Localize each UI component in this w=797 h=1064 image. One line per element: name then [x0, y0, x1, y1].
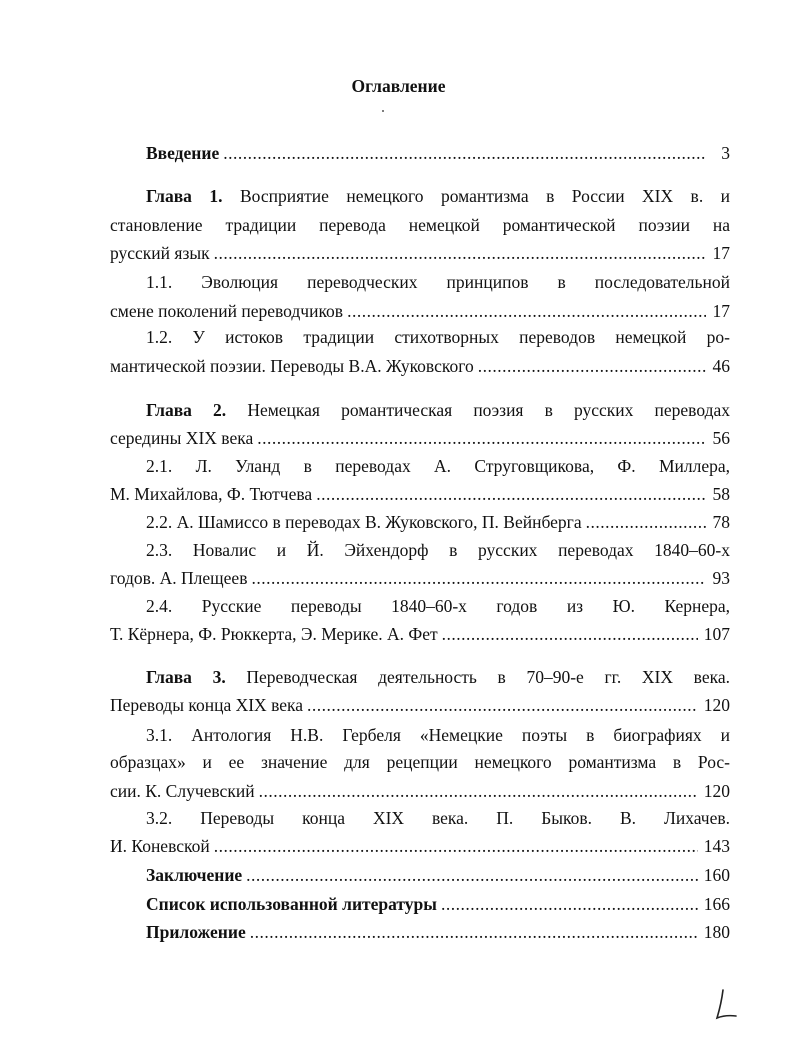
section-2-1-line-2[interactable]: М. Михайлова, Ф. Тютчева ..... 58 [110, 482, 730, 506]
section-3-1-line-2: образцах» и ее значение для рецепции немецкого романтизма в Рос- [110, 752, 730, 772]
section-3-2-line-2[interactable]: И. Коневской ..... 143 [110, 834, 730, 858]
leader-dots [441, 892, 698, 916]
toc-entry-section-2-2[interactable]: 2.2. А. Шамиссо в переводах В. Жуковского, П. Вейнберга ..... 78 [146, 510, 730, 534]
page-number: 160 [703, 865, 730, 885]
chapter-title-line: Переводческая деятельность в 70–90-е гг. XIX века. [246, 667, 730, 687]
leader-dots [250, 920, 698, 944]
leader-dots [347, 299, 706, 323]
leader-dots [246, 863, 698, 887]
page-title: Оглавление [351, 76, 446, 96]
page-number: 78 [712, 512, 730, 532]
toc-entry-chapter-1[interactable] [146, 184, 730, 208]
chapter-label: Глава 2. [146, 400, 227, 420]
page-number: 143 [703, 836, 730, 856]
page-number: 166 [703, 894, 730, 914]
toc-entry-section-1-1[interactable]: 1.1. Эволюция переводческих принципов в последовательной [146, 272, 730, 292]
leader-dots [251, 566, 706, 590]
toc-entry-chapter-3[interactable] [146, 665, 730, 689]
chapter-title-line: Немецкая романтическая поэзия в русских переводах [247, 400, 730, 420]
toc-entry-section-2-4[interactable]: 2.4. Русские переводы 1840–60-х годов из Ю. Кернера, [146, 596, 730, 616]
page-number: 3 [721, 143, 730, 163]
toc-entry-appendix[interactable]: Приложение ..... 180 [146, 920, 730, 944]
chapter-label: Глава 1. [146, 186, 223, 206]
page-number: 17 [712, 301, 730, 321]
page-number: 46 [712, 356, 730, 376]
page-number: 56 [712, 428, 730, 448]
toc-entry-conclusion[interactable]: Заключение ..... 160 [146, 863, 730, 887]
section-1-1-line-2[interactable]: смене поколений переводчиков ..... 17 [110, 299, 730, 323]
section-1-2-line-2[interactable]: мантической поэзии. Переводы В.А. Жуковского ..... 46 [110, 354, 730, 378]
page-number: 120 [703, 695, 730, 715]
leader-dots [214, 241, 706, 265]
leader-dots [307, 693, 698, 717]
leader-dots [259, 779, 698, 803]
handwritten-page-mark-icon [714, 988, 738, 1022]
chapter-label: Глава 3. [146, 667, 226, 687]
section-2-3-line-2[interactable]: годов. А. Плещеев ..... 93 [110, 566, 730, 590]
page-number: 93 [712, 568, 730, 588]
leader-dots [214, 834, 698, 858]
toc-entry-chapter-2[interactable] [146, 398, 730, 422]
intro-label: Введение [146, 143, 220, 163]
scan-speck [382, 110, 384, 112]
page-number: 17 [712, 243, 730, 263]
chapter-2-title-line-2[interactable]: середины XIX века ..... 56 [110, 426, 730, 450]
toc-entry-bibliography[interactable]: Список использованной литературы ..... 166 [146, 892, 730, 916]
chapter-1-title-line-3[interactable]: русский язык ..... 17 [110, 241, 730, 265]
page-number: 120 [703, 781, 730, 801]
leader-dots [316, 482, 706, 506]
toc-entry-section-1-2[interactable]: 1.2. У истоков традиции стихотворных переводов немецкой ро- [146, 327, 730, 347]
leader-dots [223, 141, 706, 165]
toc-entry-section-2-1[interactable]: 2.1. Л. Уланд в переводах А. Струговщикова, Ф. Миллера, [146, 456, 730, 476]
page-number: 107 [703, 624, 730, 644]
leader-dots [442, 622, 698, 646]
chapter-title-line: Восприятие немецкого романтизма в России XIX в. и [239, 186, 730, 206]
section-2-4-line-2[interactable]: Т. Кёрнера, Ф. Рюккерта, Э. Мерике. А. Фет ..... 107 [110, 622, 730, 646]
chapter-1-title-line-2: становление традиции перевода немецкой романтической поэзии на [110, 215, 730, 235]
section-3-1-line-3[interactable]: сии. К. Случевский ..... 120 [110, 779, 730, 803]
chapter-3-title-line-2[interactable]: Переводы конца XIX века ..... 120 [110, 693, 730, 717]
leader-dots [478, 354, 706, 378]
toc-entry-intro[interactable] [146, 141, 730, 165]
toc-entry-section-3-1[interactable]: 3.1. Антология Н.В. Гербеля «Немецкие поэты в биографиях и [146, 725, 730, 745]
toc-entry-section-3-2[interactable]: 3.2. Переводы конца XIX века. П. Быков. В. Лихачев. [146, 808, 730, 828]
page-number: 58 [712, 484, 730, 504]
leader-dots [586, 510, 706, 534]
page-number: 180 [703, 922, 730, 942]
leader-dots [257, 426, 706, 450]
toc-entry-section-2-3[interactable]: 2.3. Новалис и Й. Эйхендорф в русских переводах 1840–60-х [146, 540, 730, 560]
